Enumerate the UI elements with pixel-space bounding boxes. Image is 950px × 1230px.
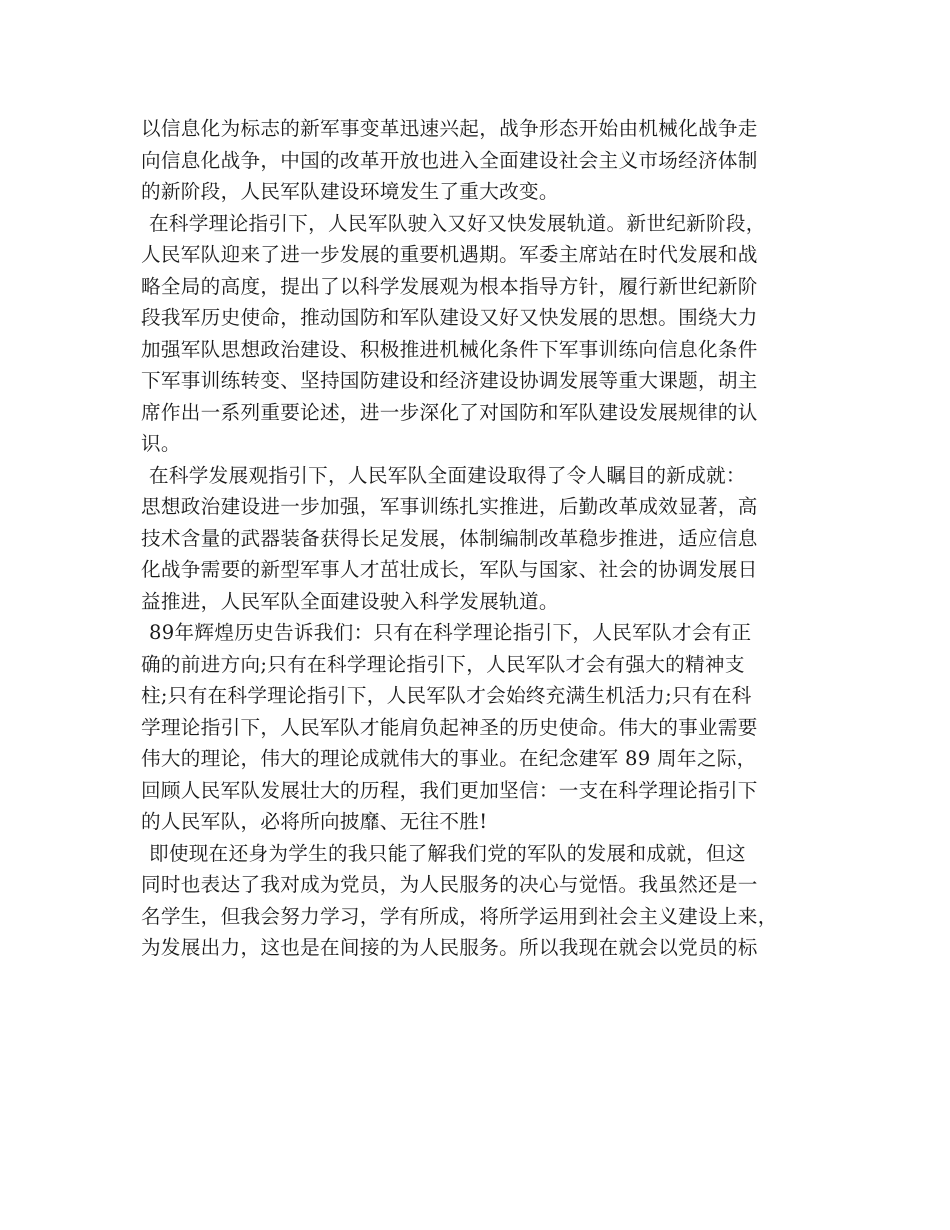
text-line: 为发展出力，这也是在间接的为人民服务。所以我现在就会以党员的标 bbox=[141, 936, 758, 959]
text-line: 在科学理论指引下，人民军队驶入又好又快发展轨道。新世纪新阶段， bbox=[149, 211, 766, 235]
body-text bbox=[141, 113, 821, 964]
text-line: 学理论指引下，人民军队才能肩负起神圣的历史使命。伟大的事业需要 bbox=[141, 715, 758, 739]
text-line: 加强军队思想政治建设、积极推进机械化条件下军事训练向信息化条件 bbox=[141, 337, 758, 361]
text-line: 段我军历史使命，推动国防和军队建设又好又快发展的思想。围绕大力 bbox=[141, 306, 758, 329]
text-line: 确的前进方向;只有在科学理论指引下，人民军队才会有强大的精神支 bbox=[141, 652, 745, 676]
text-line: 略全局的高度，提出了以科学发展观为根本指导方针，履行新世纪新阶 bbox=[141, 274, 758, 298]
text-line: 识。 bbox=[141, 432, 181, 455]
text-line: 下军事训练转变、坚持国防建设和经济建设协调发展等重大课题，胡主 bbox=[141, 369, 758, 392]
text-line: 回顾人民军队发展壮大的历程，我们更加坚信：一支在科学理论指引下 bbox=[141, 778, 758, 802]
text-line: 名学生，但我会努力学习，学有所成，将所学运用到社会主义建设上来， bbox=[141, 904, 778, 928]
text-line: 在科学发展观指引下，人民军队全面建设取得了令人瞩目的新成就： bbox=[149, 463, 746, 487]
text-line: 即使现在还身为学生的我只能了解我们党的军队的发展和成就，但这 bbox=[149, 841, 746, 865]
text-line: 技术含量的武器装备获得长足发展，体制编制改革稳步推进，适应信息 bbox=[141, 526, 758, 550]
text-line: 思想政治建设进一步加强，军事训练扎实推进，后勤改革成效显著，高 bbox=[141, 495, 758, 518]
text-line: 向信息化战争，中国的改革开放也进入全面建设社会主义市场经济体制 bbox=[141, 148, 758, 172]
text-line: 化战争需要的新型军事人才茁壮成长，军队与国家、社会的协调发展日 bbox=[141, 558, 758, 581]
text-line: 同时也表达了我对成为党员，为人民服务的决心与觉悟。我虽然还是一 bbox=[141, 873, 758, 896]
text-line: 的新阶段，人民军队建设环境发生了重大改变。 bbox=[141, 180, 559, 203]
text-line: 89年辉煌历史告诉我们：只有在科学理论指引下，人民军队才会有正 bbox=[149, 621, 752, 644]
text-line: 的人民军队，必将所向披靡、无往不胜! bbox=[141, 810, 488, 833]
text-line: 席作出一系列重要论述，进一步深化了对国防和军队建设发展规律的认 bbox=[141, 400, 758, 424]
text-line: 柱;只有在科学理论指引下，人民军队才会始终充满生机活力;只有在科 bbox=[141, 684, 752, 707]
text-line: 人民军队迎来了进一步发展的重要机遇期。军委主席站在时代发展和战 bbox=[141, 243, 758, 266]
text-line: 以信息化为标志的新军事变革迅速兴起，战争形态开始由机械化战争走 bbox=[141, 117, 758, 140]
text-line: 伟大的理论，伟大的理论成就伟大的事业。在纪念建军 89 周年之际， bbox=[141, 747, 757, 770]
text-line: 益推进，人民军队全面建设驶入科学发展轨道。 bbox=[141, 589, 559, 613]
